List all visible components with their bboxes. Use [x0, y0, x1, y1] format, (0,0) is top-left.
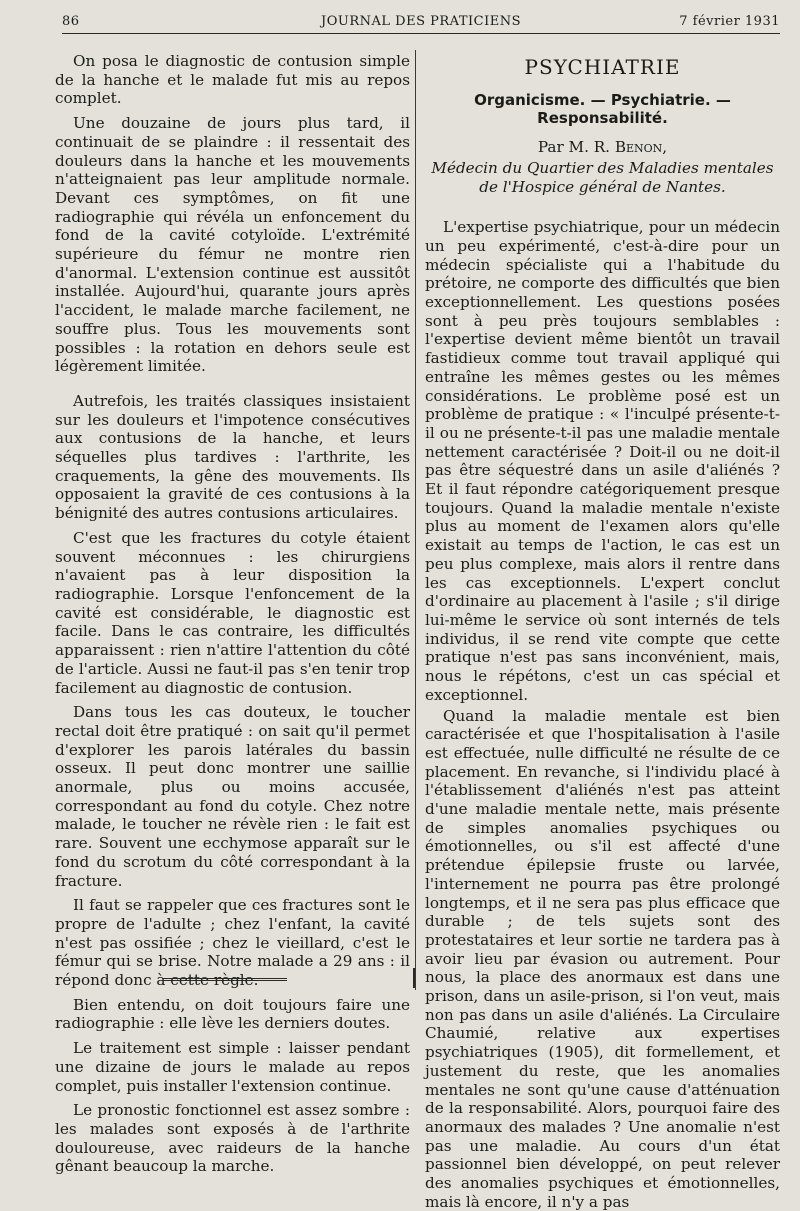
header-rule — [62, 33, 780, 34]
article-title: Organicisme. — Psychiatrie. — Responsabilité. — [425, 91, 780, 128]
left-column — [55, 52, 410, 1176]
paragraph: Il faut se rappeler que ces fractures sont le propre de l'adulte ; chez l'enfant, la cavité n'est pas ossifiée ; chez le vieillard, c'est le fémur qui se brise. Notre malade a 29 ans : il répond donc à cette règle. — [55, 896, 410, 990]
paragraph: Le traitement est simple : laisser pendant une dizaine de jours le malade au repos complet, puis installer l'extension continue. — [55, 1039, 410, 1095]
margin-mark — [413, 968, 415, 988]
article-end-rule — [162, 978, 287, 981]
column-divider — [415, 50, 416, 990]
paragraph: Autrefois, les traités classiques insistaient sur les douleurs et l'impotence consécutives aux contusions de la hanche, et leurs séquelles plus tardives : l'arthrite, les craquements, la gêne des mouvements. Ils opposaient la gravité de ces contusions à la bénignité des autres contusions articulaires. — [55, 392, 410, 523]
byline — [425, 138, 780, 157]
paragraph: Quand la maladie mentale est bien caractérisée et que l'hospitalisation à l'asile est effectuée, nulle difficulté ne résulte de ce placement. En revanche, si l'individu placé à l'établissement d'aliénés n'est pas atteint d'une maladie mentale nette, mais présente de simples anomalies psychiques ou émotionnelles, ou s'il est affecté d'une prétendue épilepsie fruste ou larvée, l'internement ne pourra pas être prolongé longtemps, et il ne sera pas plus efficace que durable ; de tels sujets sont des protestataires et leur sortie ne tardera pas à avoir lieu par évasion ou autrement. Pour nous, la place des anormaux est dans une prison, dans un asile-prison, si l'on veut, mais non pas dans un asile d'aliénés. La Circulaire Chaumié, relative aux expertises psychiatriques (1905), dit formellement, et justement du reste, que les anomalies mentales ne sont qu'une cause d'atténuation de la responsabilité. Alors, pourquoi faire des anormaux des malades ? Une anomalie n'est pas une maladie. Au cours d'un état passionnel bien développé, on peut relever des anomalies psychiques et émotionnelles, mais là encore, il n'y a pas — [425, 707, 780, 1211]
byline-prefix: Par M. R. — [538, 138, 610, 156]
paragraph: Une douzaine de jours plus tard, il continuait de se plaindre : il ressentait des douleurs dans la hanche et les mouvements n'atteignaient pas leur amplitude normale. Devant ces symptômes, on fit une radiographie qui révéla un enfoncement du fond de la cavité cotyloïde. L'extrémité supérieure du fémur ne montre rien d'anormal. L'extension continue est aussitôt installée. Aujourd'hui, quarante jours après l'accident, le malade marche facilement, ne souffre plus. Tous les mouvements sont possibles : la rotation en dehors seule est légèrement limitée. — [55, 114, 410, 376]
paragraph: Dans tous les cas douteux, le toucher rectal doit être pratiqué : on sait qu'il permet d'explorer les parois latérales du bassin osseux. Il peut donc montrer une saillie anormale, plus ou moins accusée, correspondant au fond du cotyle. Chez notre malade, le toucher ne révèle rien : le fait est rare. Souvent une ecchymose apparaît sur le fond du scrotum du côté correspondant à la fracture. — [55, 703, 410, 890]
right-column — [425, 58, 780, 1211]
paragraph: Le pronostic fonctionnel est assez sombre : les malades sont exposés à de l'arthrite douloureuse, avec raideurs de la hanche gênant beaucoup la marche. — [55, 1101, 410, 1176]
paragraph: Bien entendu, on doit toujours faire une radiographie : elle lève les derniers doutes. — [55, 996, 410, 1033]
issue-date: 7 février 1931 — [679, 14, 780, 29]
author-affiliation — [425, 159, 780, 196]
journal-title: JOURNAL DES PRATICIENS — [62, 14, 780, 29]
paragraph: C'est que les fractures du cotyle étaient souvent méconnues : les chirurgiens n'avaient pas à leur disposition la radiographie. Lorsque l'enfoncement de la cavité est considérable, le diagnostic est facile. Dans le cas contraire, les difficultés apparaissent : rien n'attire l'attention du côté de l'article. Aussi ne faut-il pas s'en tenir trop facilement au diagnostic de contusion. — [55, 529, 410, 697]
section-title: PSYCHIATRIE — [425, 58, 780, 77]
author-name: Benon, — [615, 138, 667, 156]
affiliation-line: de l'Hospice général de Nantes. — [425, 178, 780, 197]
paragraph: L'expertise psychiatrique, pour un médecin un peu expérimenté, c'est-à-dire pour un médecin spécialiste qui a l'habitude du prétoire, ne comporte des difficultés que bien exceptionnellement. Les questions posées sont à peu près toujours semblables : l'expertise devient même bientôt un travail fastidieux comme tout travail appliqué qui entraîne les mêmes gestes ou les mêmes considérations. Le problème posé est un problème de pratique : « l'inculpé présente-t-il ou ne présente-t-il pas une maladie mentale nettement caractérisée ? Doit-il ou ne doit-il pas être séquestré dans un asile d'aliénés ? Et il faut répondre catégoriquement presque toujours. Quand la maladie mentale n'existe plus au moment de l'examen alors qu'elle existait au temps de l'action, le cas est un peu plus complexe, mais alors il rentre dans les cas exceptionnels. L'expert conclut d'ordinaire au placement à l'asile ; s'il dirige lui-même le service où sont internés de tels individus, il se rend vite compte que cette pratique n'est pas sans inconvénient, mais, nous le répétons, c'est un cas spécial et exceptionnel. — [425, 218, 780, 704]
paragraph: On posa le diagnostic de contusion simple de la hanche et le malade fut mis au repos complet. — [55, 52, 410, 108]
page-number: 86 — [62, 14, 80, 29]
affiliation-line: Médecin du Quartier des Maladies mentales — [425, 159, 780, 178]
